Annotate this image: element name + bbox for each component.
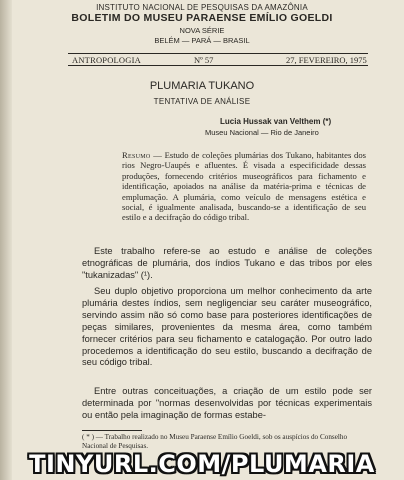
article-title: PLUMARIA TUKANO	[149, 80, 255, 92]
issue-number: Nº 57	[194, 55, 214, 65]
body-paragraph-1: Este trabalho refere-se ao estudo e análise de coleções etnográficas de plumária, dos índios Tukano e das tribos por eles "tukanizadas" (¹).	[82, 246, 372, 280]
abstract-label: Resumo	[122, 150, 151, 160]
body-paragraph-2: Seu duplo objetivo proporciona um melhor conhecimento da arte plumária destes índios, sem negligenciar seu caráter museográfico, servindo assim não só como base para posteriores identificações de peças similares, provenientes da mesma área, como também fornecer critérios para seu fichamento e catalogação. Por outro lado procedemos a identificação do seu estilo, buscando a decifração de seu código tribal.	[82, 286, 372, 368]
footnote-rule	[82, 430, 142, 431]
author-affiliation: Museu Nacional — Rio de Janeiro	[205, 128, 319, 137]
article-subtitle: TENTATIVA DE ANÁLISE	[153, 97, 251, 106]
section-label: ANTROPOLOGIA	[72, 55, 141, 65]
footnote: ( * ) — Trabalho realizado no Museu Paraense Emílio Goeldi, sob os auspícios do Conselho Nacional de Pesquisas.	[82, 433, 348, 450]
header-rule-bottom	[68, 65, 368, 66]
header-rule-top	[68, 53, 368, 54]
page-gutter-shadow	[0, 0, 12, 480]
watermark-text: TINYURL.COM/PLUMARIA	[29, 450, 375, 478]
watermark	[0, 448, 404, 480]
article-author: Lucia Hussak van Velthem (*)	[220, 117, 332, 126]
series-label: NOVA SÉRIE	[179, 26, 225, 35]
abstract-text: — Estudo de coleções plumárias dos Tukano, habitantes dos rios Negro-Uaupés e afluentes. É visada a especificidade dessas produções, fornecendo critérios museográficos para fichamento e identificação, apoiados na análise da matéria-prima e técnicas de emplumação. A plumária, como veículo de mensagens estética e social, é igualmente analisada, buscando-se a identificação de seu estilo e a decifração do código tribal.	[122, 150, 366, 223]
bulletin-title: BOLETIM DO MUSEU PARAENSE EMÍLIO GOELDI	[71, 12, 333, 24]
issue-date: 27, FEVEREIRO, 1975	[286, 55, 367, 65]
abstract	[122, 150, 366, 223]
place-label: BELÉM — PARÁ — BRASIL	[154, 36, 250, 45]
body-paragraph-3: Entre outras conceituações, a criação de um estilo pode ser determinada por "normas desenvolvidas por técnicas experimentais ou então pela imaginação de formas estabe-	[82, 386, 372, 420]
institute-name: INSTITUTO NACIONAL DE PESQUISAS DA AMAZÔNIA	[96, 3, 308, 12]
